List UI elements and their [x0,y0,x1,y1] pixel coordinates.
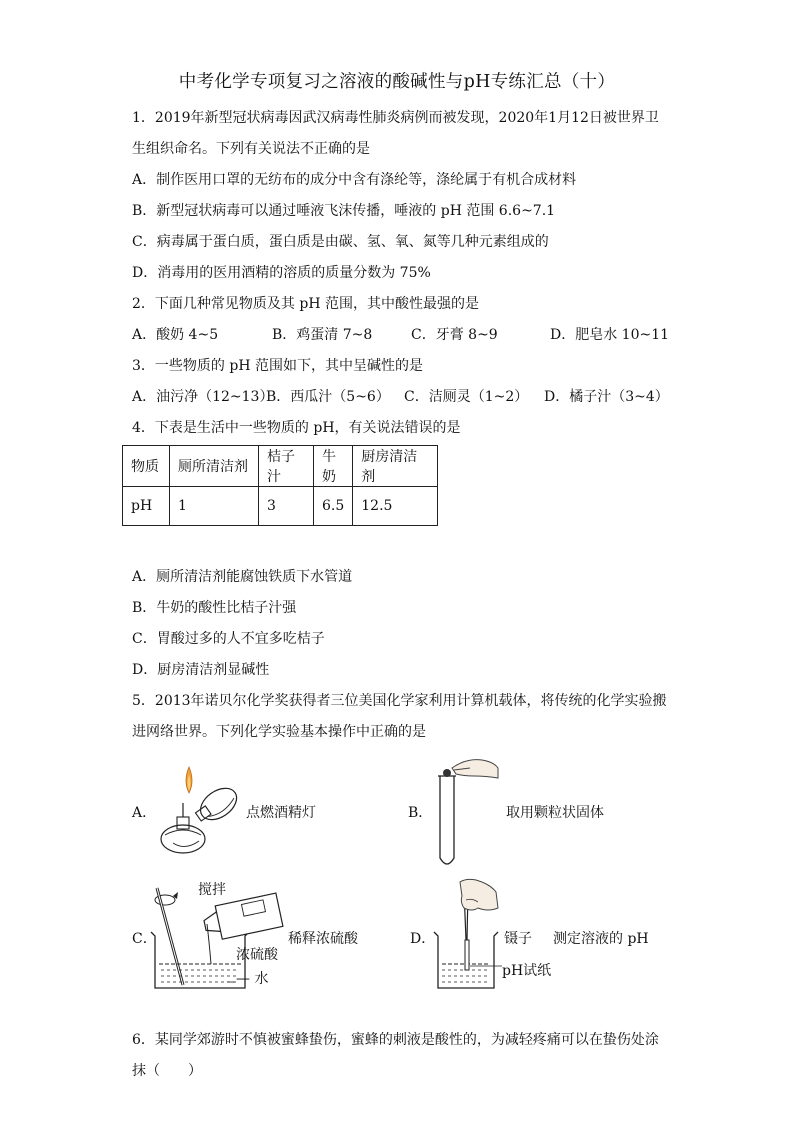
q5-option-c-caption: 稀释浓硫酸 [288,931,358,947]
q1-stem-line2: 生组织命名。下列有关说法不正确的是 [132,141,370,157]
q4-stem: 4．下表是生活中一些物质的 pH，有关说法错误的是 [132,420,461,436]
q5-option-a-letter: A． [132,805,157,821]
q6-stem-line1: 6．某同学郊游时不慎被蜜蜂蛰伤，蜜蜂的刺液是酸性的，为减轻疼痛可以在蛰伤处涂 [132,1032,659,1048]
table-cell: 桔子汁 [259,446,314,487]
table-cell: 3 [259,487,314,526]
table-row [123,487,438,526]
q5-option-d-paper-label: pH试纸 [502,963,552,979]
q5-stem-line2: 进网络世界。下列化学实验基本操作中正确的是 [132,724,426,740]
q3-option-b: B．西瓜汁（5~6） [266,389,390,405]
q5-option-c-letter: C． [132,931,157,947]
q5-option-d-caption: 测定溶液的 pH [553,931,649,947]
table-cell: 厨房清洁剂 [353,446,438,487]
table-cell: 牛奶 [314,446,353,487]
q4-option-b: B．牛奶的酸性比桔子汁强 [132,600,297,616]
q5-option-c-stir-label: 搅拌 [198,882,226,898]
q4-table [122,445,438,526]
test-tube-figure [430,754,500,872]
table-cell: 1 [170,487,259,526]
q4-option-c: C．胃酸过多的人不宜多吃桔子 [132,631,325,647]
q1-option-d: D．消毒用的医用酒精的溶质的质量分数为 75% [132,265,431,281]
q1-stem-line1: 1．2019年新型冠状病毒因武汉病毒性肺炎病例而被发现，2020年1月12日被世界卫 [132,110,659,126]
q5-option-c-water-label: — 水 [236,971,269,987]
table-cell: 物质 [123,446,170,487]
q5-option-a-caption: 点燃酒精灯 [246,805,316,821]
q2-option-d: D．肥皂水 10~11 [550,327,670,343]
q3-option-c: C．洁厕灵（1~2） [404,389,529,405]
table-cell: 12.5 [353,487,438,526]
q5-option-b-caption: 取用颗粒状固体 [506,805,604,821]
q5-option-b-letter: B． [408,805,433,821]
q3-option-d: D．橘子汁（3~4） [544,389,669,405]
q1-option-c: C．病毒属于蛋白质，蛋白质是由碳、氢、氧、氮等几种元素组成的 [132,234,549,250]
q4-option-a: A．厕所清洁剂能腐蚀铁质下水管道 [132,569,353,585]
table-cell: pH [123,487,170,526]
q2-option-b: B．鸡蛋清 7~8 [272,327,373,343]
table-cell: 厕所清洁剂 [170,446,259,487]
table-cell: 6.5 [314,487,353,526]
q1-option-a: A．制作医用口罩的无纺布的成分中含有涤纶等，涤纶属于有机合成材料 [132,172,577,188]
q5-option-c-acid-label: 浓硫酸 [236,947,278,963]
ph-test-figure [432,878,504,992]
q3-stem: 3．一些物质的 pH 范围如下，其中呈碱性的是 [132,358,423,374]
q2-option-a: A．酸奶 4~5 [132,327,219,343]
q2-stem: 2．下面几种常见物质及其 pH 范围，其中酸性最强的是 [132,296,479,312]
q5-option-d-tweezers-label: 镊子 [504,931,532,947]
water-label-text: 水 [254,971,269,987]
q5-stem-line1: 5．2013年诺贝尔化学奖获得者三位美国化学家利用计算机载体，将传统的化学实验搬 [132,693,667,709]
q1-option-b: B．新型冠状病毒可以通过唾液飞沫传播，唾液的 pH 范围 6.6~7.1 [132,203,556,219]
q3-option-a: A．油污净（12~13） [132,389,274,405]
q2-option-c: C．牙膏 8~9 [411,327,498,343]
q5-option-d-letter: D． [410,931,436,947]
q4-option-d: D．厨房清洁剂显碱性 [132,662,270,678]
alcohol-lamp-figure [155,765,245,860]
table-row [123,446,438,487]
page-title: 中考化学专项复习之溶液的酸碱性与pH专练汇总（十） [178,72,616,92]
q6-stem-line2: 抹（ ） [132,1063,202,1079]
